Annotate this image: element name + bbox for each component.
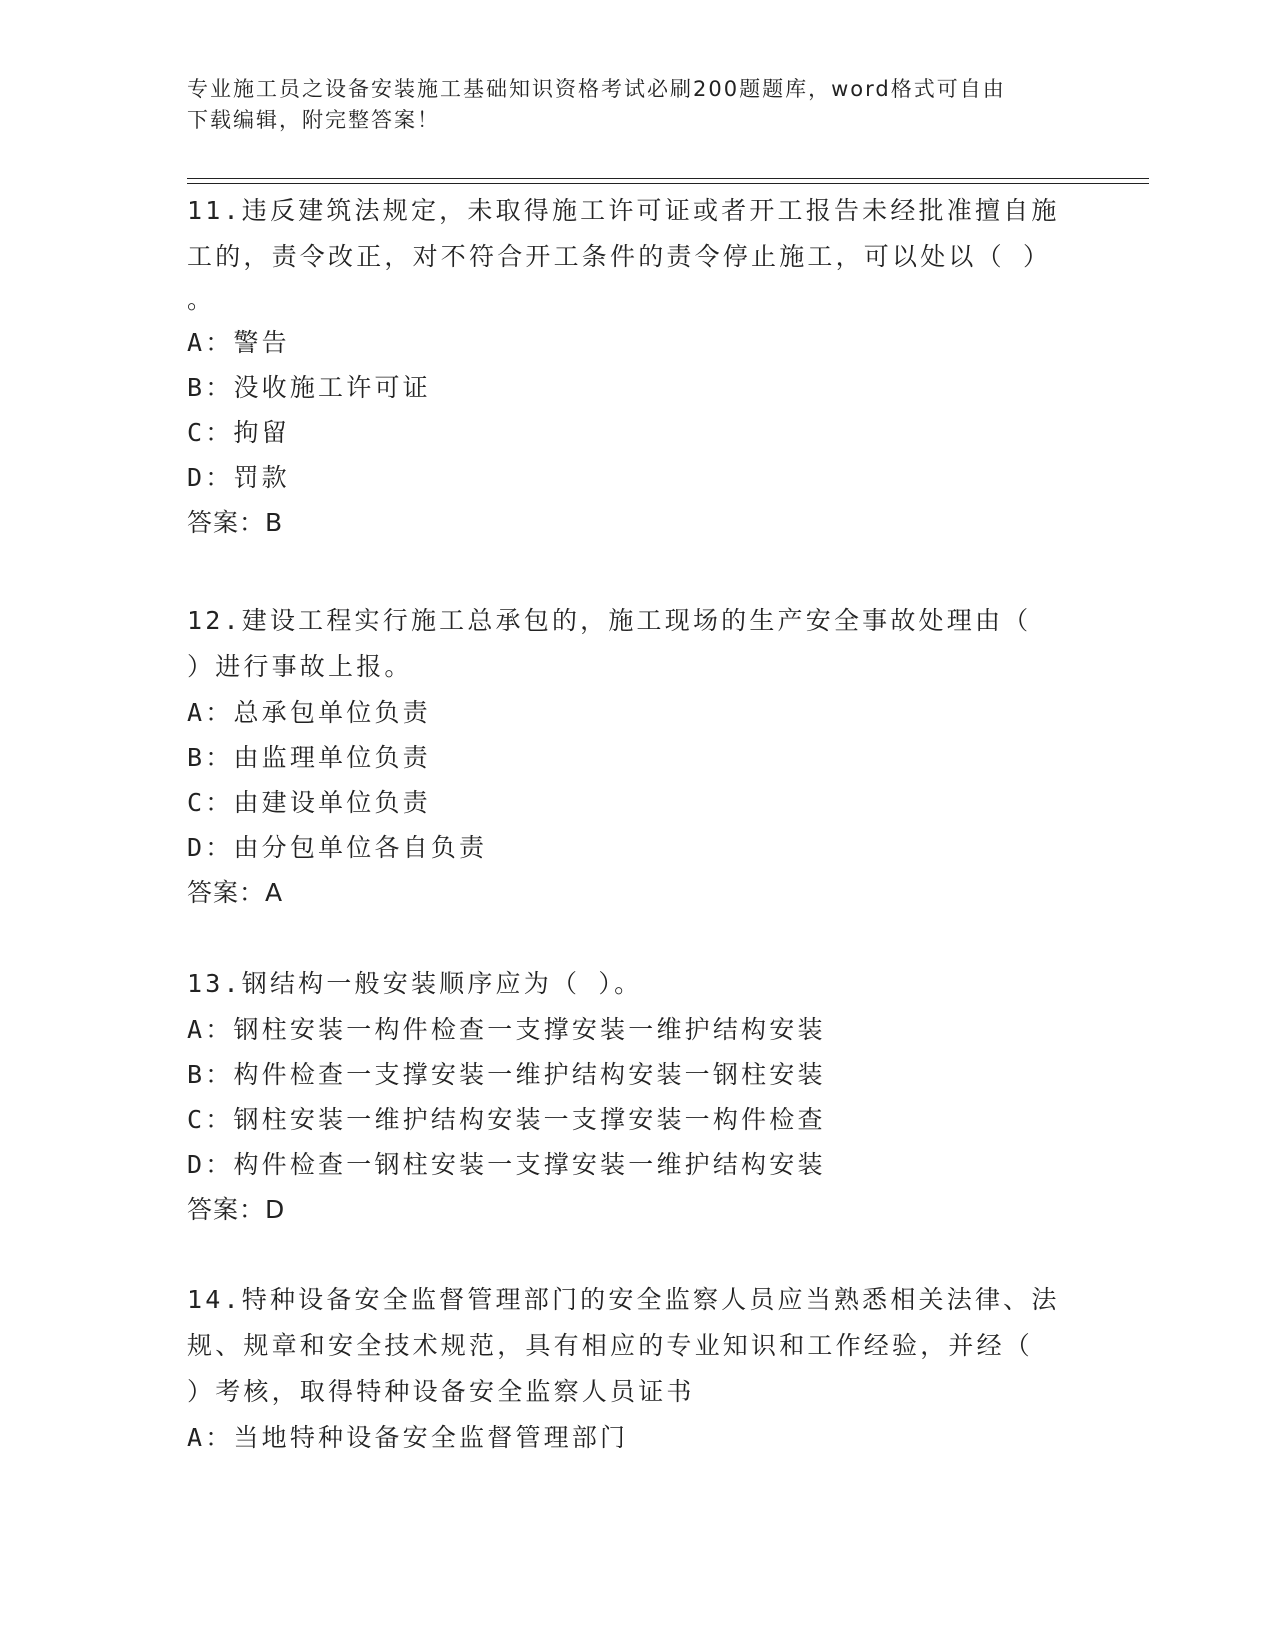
question-stem-line: 工的，责令改正，对不符合开工条件的责令停止施工，可以处以（ ） [187, 242, 1052, 271]
question-stem-line: ）进行事故上报。 [187, 652, 413, 681]
option-d: D：罚款 [187, 463, 290, 492]
question-stem-line: 。 [187, 285, 216, 314]
option-d: D：由分包单位各自负责 [187, 833, 488, 862]
option-b: B：由监理单位负责 [187, 743, 431, 772]
option-d: D：构件检查一钢柱安装一支撑安装一维护结构安装 [187, 1150, 826, 1179]
question-13 [187, 961, 1087, 1233]
document-header [187, 74, 1067, 136]
option-a: A：钢柱安装一构件检查一支撑安装一维护结构安装 [187, 1015, 826, 1044]
header-divider-top [187, 178, 1149, 179]
header-line-2: 下载编辑，附完整答案！ [187, 108, 440, 132]
header-divider-bottom [187, 183, 1149, 184]
header-line-1: 专业施工员之设备安装施工基础知识资格考试必刷200题题库，word格式可自由 [187, 77, 1006, 101]
question-14 [187, 1277, 1087, 1460]
question-stem-line: 13.钢结构一般安装顺序应为（ ）。 [187, 969, 643, 998]
question-stem-line: ）考核，取得特种设备安全监察人员证书 [187, 1377, 695, 1406]
question-stem-line: 规、规章和安全技术规范，具有相应的专业知识和工作经验，并经（ [187, 1331, 1034, 1360]
option-b: B：没收施工许可证 [187, 373, 431, 402]
answer-line: 答案：A [187, 878, 284, 907]
question-stem-line: 12.建设工程实行施工总承包的，施工现场的生产安全事故处理由（ [187, 606, 1032, 635]
question-stem-line: 14.特种设备安全监督管理部门的安全监察人员应当熟悉相关法律、法 [187, 1285, 1060, 1314]
option-a: A：当地特种设备安全监督管理部门 [187, 1423, 629, 1452]
option-b: B：构件检查一支撑安装一维护结构安装一钢柱安装 [187, 1060, 826, 1089]
option-a: A：总承包单位负责 [187, 698, 431, 727]
option-c: C：拘留 [187, 418, 290, 447]
question-stem-line: 11.违反建筑法规定，未取得施工许可证或者开工报告未经批准擅自施 [187, 196, 1060, 225]
answer-line: 答案：B [187, 508, 284, 537]
option-c: C：由建设单位负责 [187, 788, 431, 817]
option-c: C：钢柱安装一维护结构安装一支撑安装一构件检查 [187, 1105, 826, 1134]
answer-line: 答案：D [187, 1195, 286, 1224]
question-11 [187, 188, 1087, 546]
question-12 [187, 598, 1087, 916]
option-a: A：警告 [187, 328, 290, 357]
